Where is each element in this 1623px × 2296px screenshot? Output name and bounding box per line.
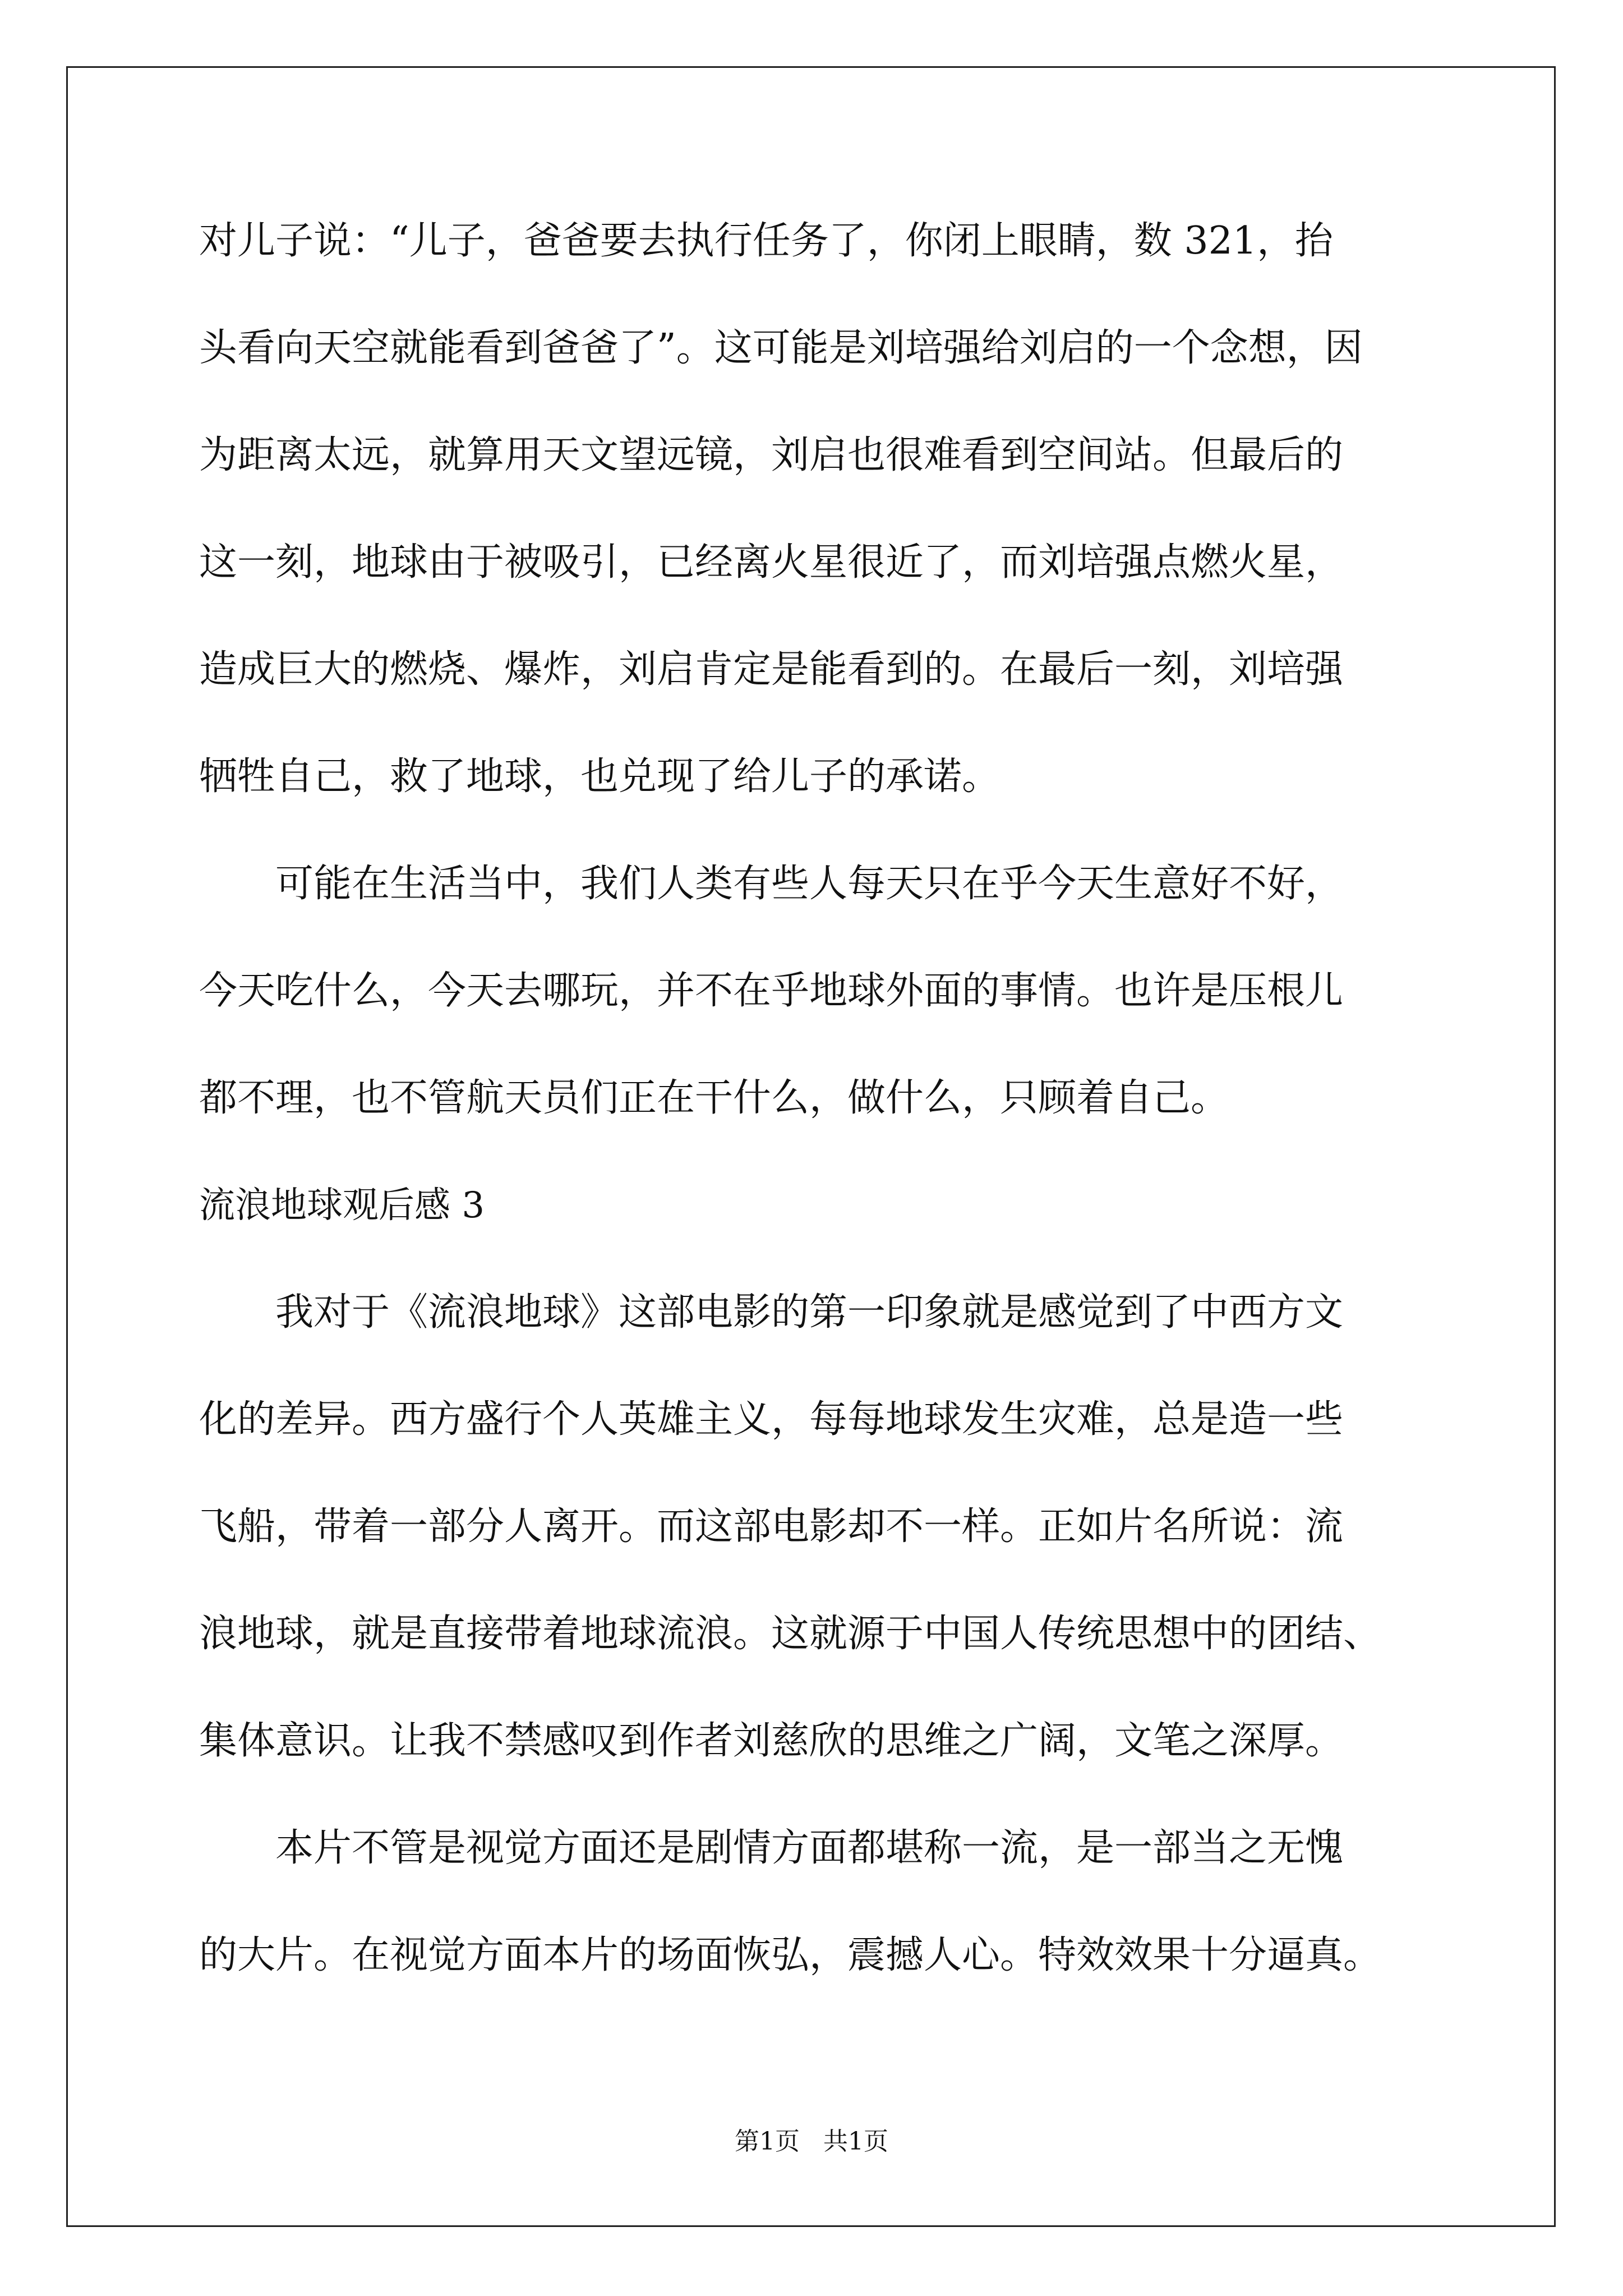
paragraph-line: 浪地球，就是直接带着地球流浪。这就源于中国人传统思想中的团结、 bbox=[199, 1612, 1382, 1656]
paragraph-line: 都不理，也不管航天员们正在干什么，做什么，只顾着自己。 bbox=[199, 1076, 1229, 1120]
paragraph-line: 对儿子说：“儿子，爸爸要去执行任务了，你闭上眼睛，数 321，抬 bbox=[199, 219, 1334, 263]
paragraph-line: 头看向天空就能看到爸爸了”。这可能是刘培强给刘启的一个念想，因 bbox=[199, 326, 1363, 370]
paragraph-line: 的大片。在视觉方面本片的场面恢弘，震撼人心。特效效果十分逼真。 bbox=[199, 1933, 1382, 1977]
paragraph-line: 为距离太远，就算用天文望远镜，刘启也很难看到空间站。但最后的 bbox=[199, 433, 1344, 477]
paragraph-line: 化的差异。西方盛行个人英雄主义，每每地球发生灾难，总是造一些 bbox=[199, 1397, 1344, 1442]
paragraph-line: 可能在生活当中，我们人类有些人每天只在乎今天生意好不好， bbox=[275, 862, 1344, 906]
paragraph-line: 造成巨大的燃烧、爆炸，刘启肯定是能看到的。在最后一刻，刘培强 bbox=[199, 647, 1344, 692]
paragraph-line: 本片不管是视觉方面还是剧情方面都堪称一流，是一部当之无愧 bbox=[275, 1826, 1344, 1870]
page-border bbox=[66, 66, 1556, 2227]
paragraph-line: 我对于《流浪地球》这部电影的第一印象就是感觉到了中西方文 bbox=[275, 1290, 1344, 1335]
paragraph-line: 这一刻，地球由于被吸引，已经离火星很近了，而刘培强点燃火星， bbox=[199, 540, 1344, 585]
paragraph-line: 飞船，带着一部分人离开。而这部电影却不一样。正如片名所说：流 bbox=[199, 1504, 1344, 1549]
paragraph-line: 今天吃什么，今天去哪玩，并不在乎地球外面的事情。也许是压根儿 bbox=[199, 969, 1344, 1013]
page-footer: 第1页 共1页 bbox=[735, 2127, 888, 2156]
paragraph-line: 集体意识。让我不禁感叹到作者刘慈欣的思维之广阔，文笔之深厚。 bbox=[199, 1719, 1344, 1763]
paragraph-line: 牺牲自己，救了地球，也兑现了给儿子的承诺。 bbox=[199, 754, 1000, 799]
section-heading: 流浪地球观后感 3 bbox=[199, 1185, 485, 1226]
